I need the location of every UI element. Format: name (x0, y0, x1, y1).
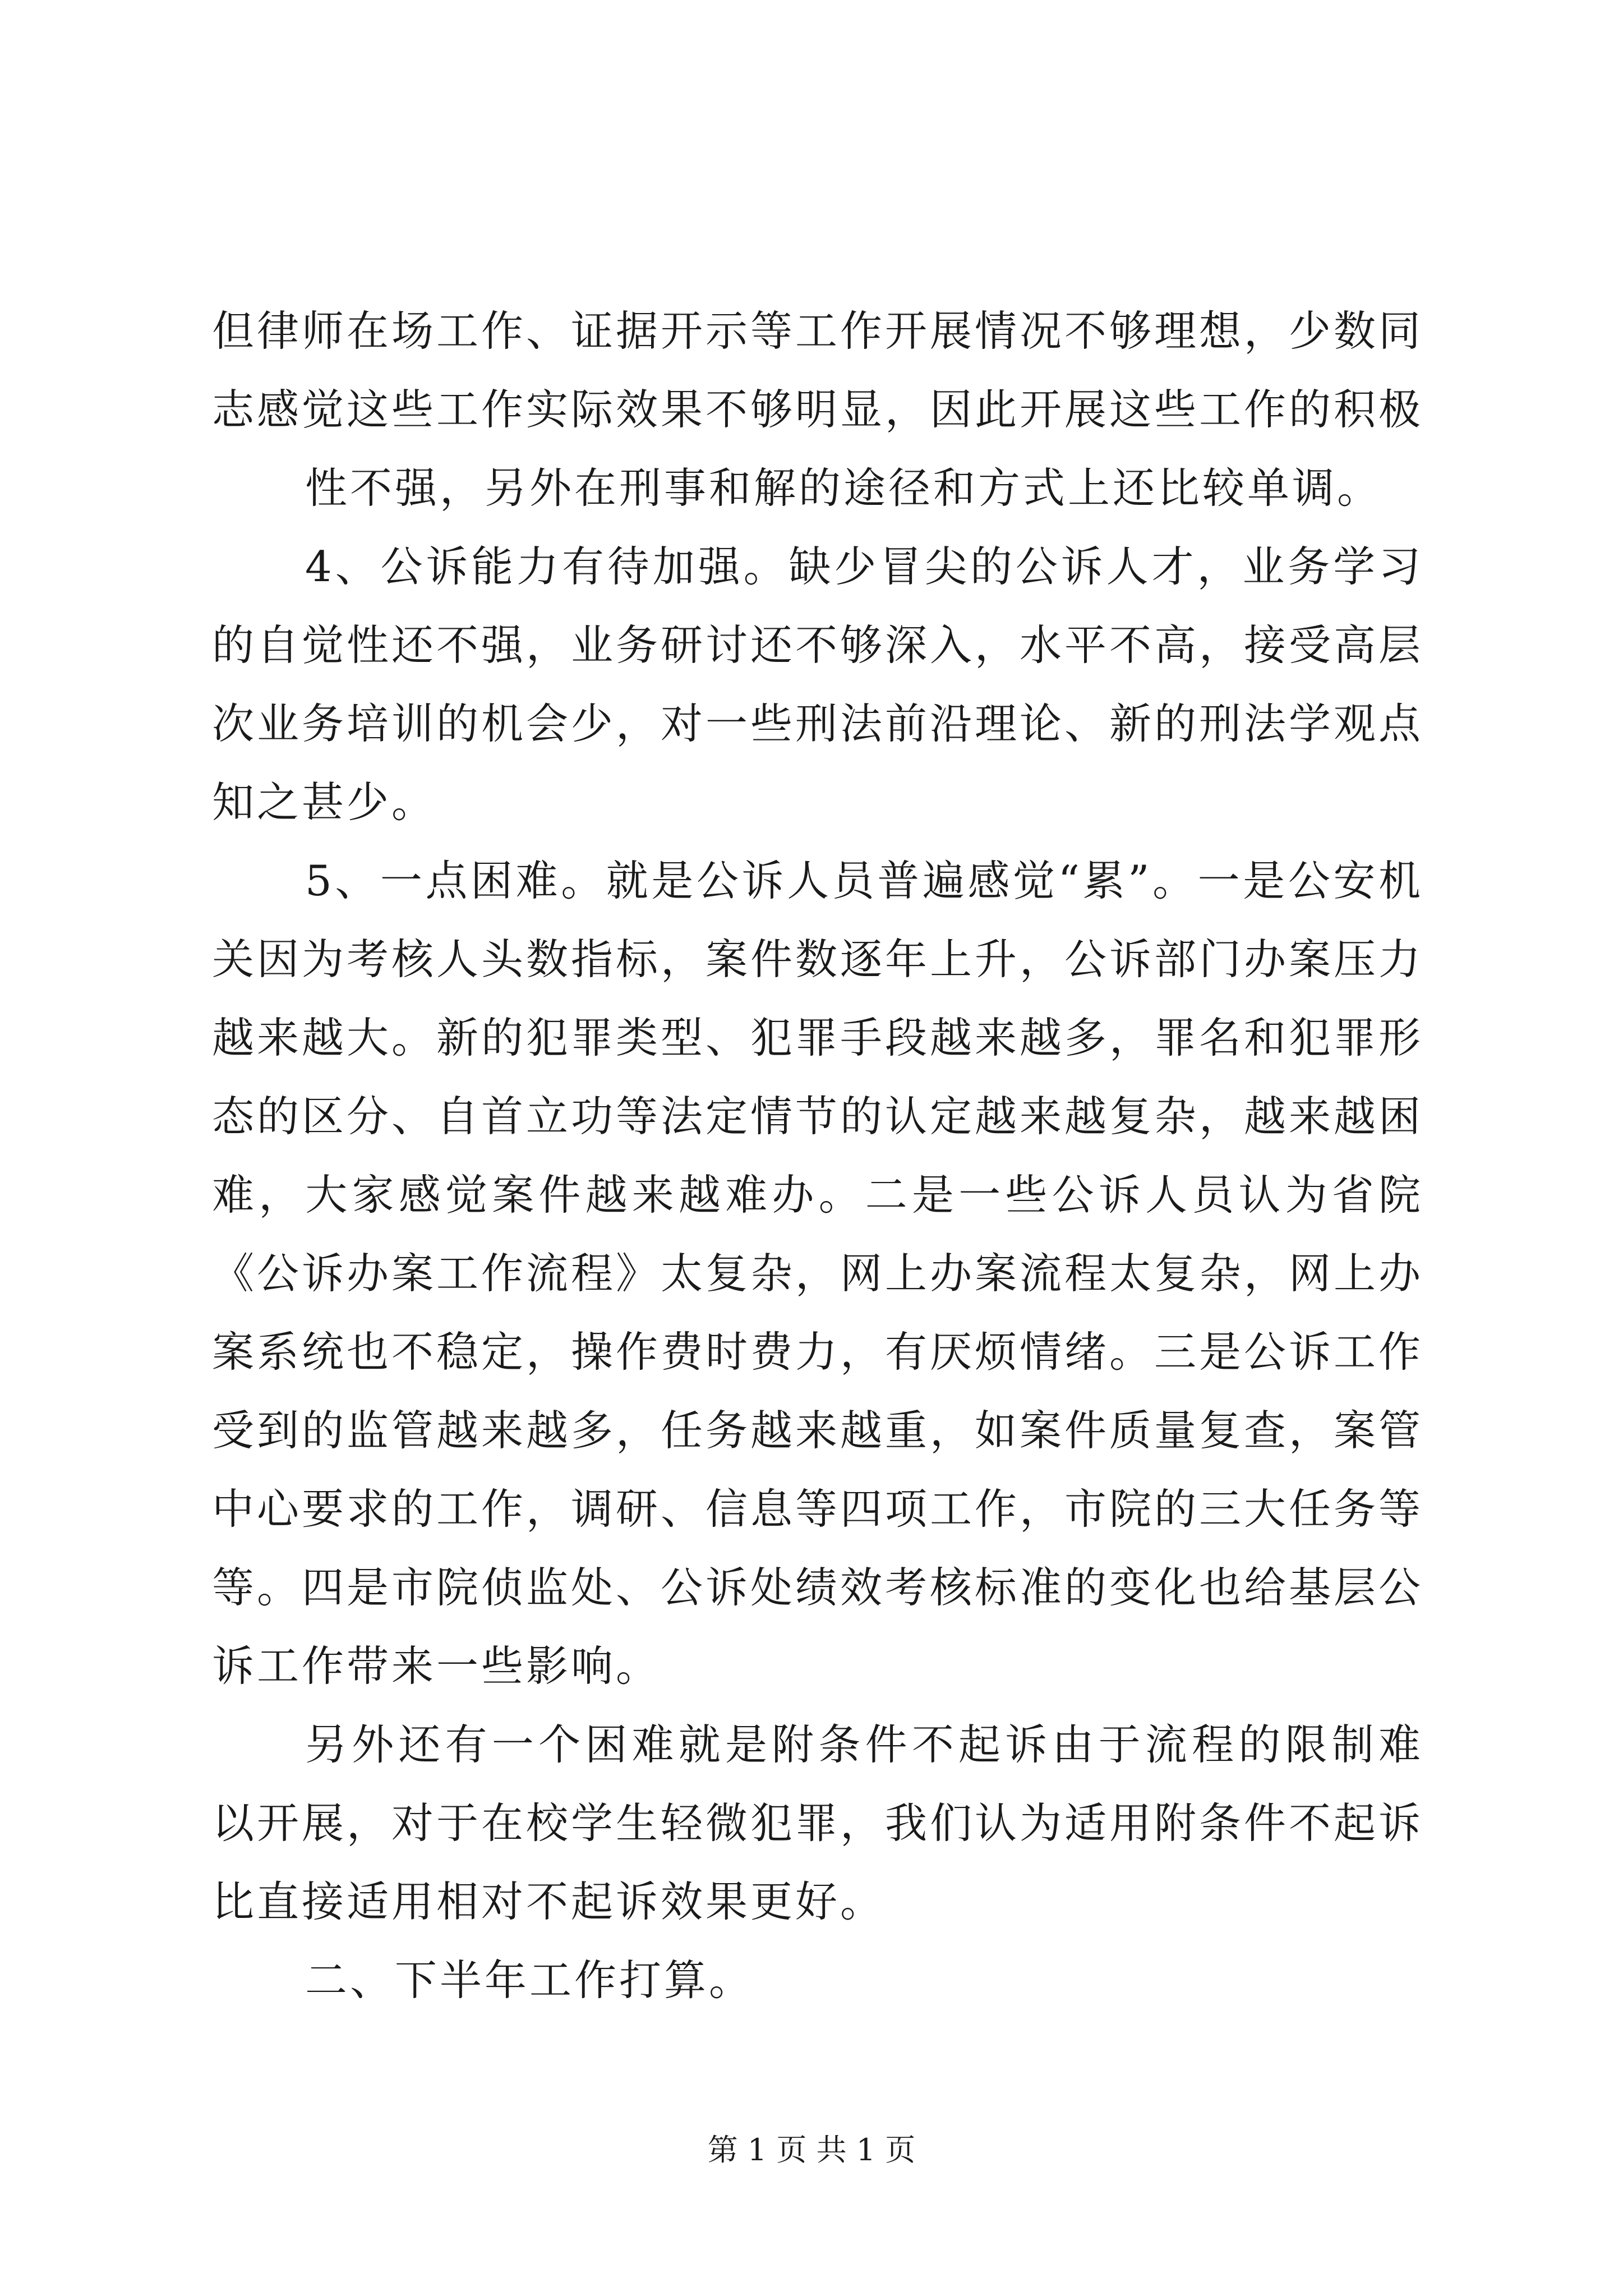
paragraph-1: 但律师在场工作、证据开示等工作开展情况不够理想，少数同志感觉这些工作实际效果不够明显，因此开展这些工作的积极 (212, 306, 1424, 434)
paragraph-6: 二、下半年工作打算。 (305, 1955, 754, 2005)
paragraph-2: 性不强，另外在刑事和解的途径和方式上还比较单调。 (305, 463, 1382, 513)
paragraph-4: 5、一点困难。就是公诉人员普遍感觉“累”。一是公安机关因为考核人头数指标，案件数逐年上升，公诉部门办案压力越来越大。新的犯罪类型、犯罪手段越来越多，罪名和犯罪形态的区分、自首立功等法定情节的认定越来越复杂，越来越困难，大家感觉案件越来越难办。二是一些公诉人员认为省院《公诉办案工作流程》太复杂，网上办案流程太复杂，网上办案系统也不稳定，操作费时费力，有厌烦情绪。三是公诉工作受到的监管越来越多，任务越来越重，如案件质量复查，案管中心要求的工作，调研、信息等四项工作，市院的三大任务等等。四是市院侦监处、公诉处绩效考核标准的变化也给基层公诉工作带来一些影响。 (212, 856, 1424, 1691)
page-number-footer: 第 1 页 共 1 页 (707, 2132, 916, 2168)
paragraph-3: 4、公诉能力有待加强。缺少冒尖的公诉人才，业务学习的自觉性还不强，业务研讨还不够深入，水平不高，接受高层次业务培训的机会少，对一些刑法前沿理论、新的刑法学观点知之甚少。 (212, 542, 1424, 827)
document-body (212, 292, 1423, 2019)
paragraph-5: 另外还有一个困难就是附条件不起诉由于流程的限制难以开展，对于在校学生轻微犯罪，我们认为适用附条件不起诉比直接适用相对不起诉效果更好。 (212, 1720, 1424, 1926)
